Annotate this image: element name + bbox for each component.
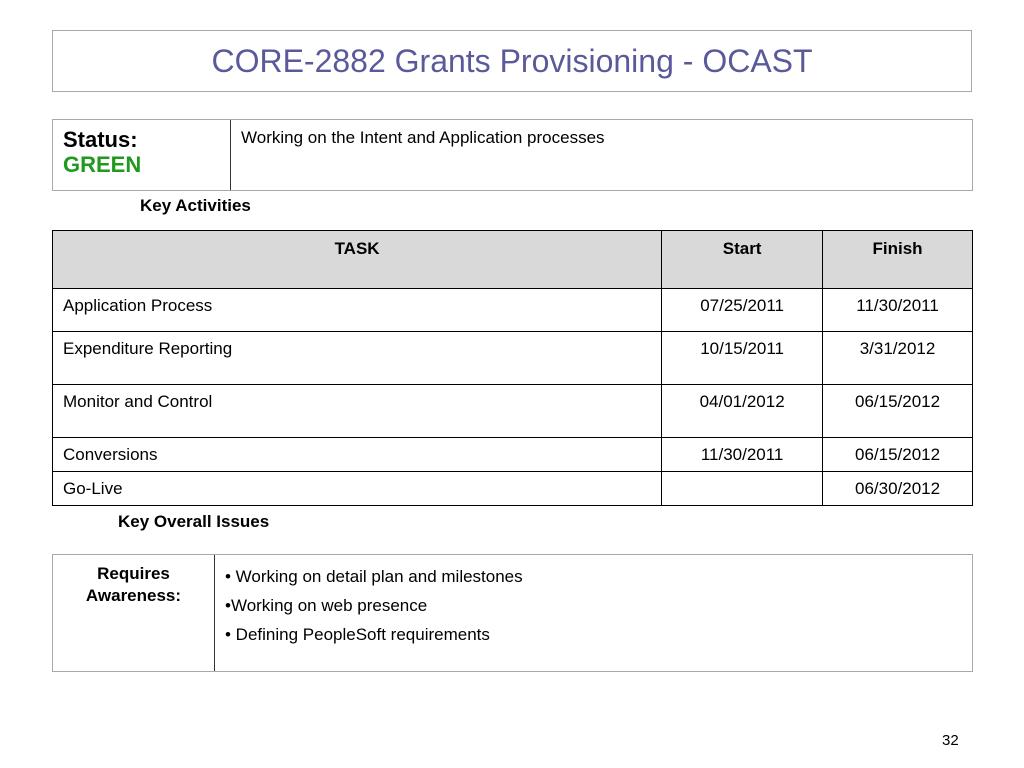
task-cell: Application Process (53, 289, 662, 332)
start-cell: 04/01/2012 (662, 385, 823, 438)
task-cell: Conversions (53, 438, 662, 472)
table-row (53, 332, 973, 385)
finish-cell: 11/30/2011 (823, 289, 973, 332)
header-start: Start (662, 231, 823, 289)
status-cell (53, 120, 231, 190)
issue-item: • Defining PeopleSoft requirements (225, 625, 490, 644)
start-cell: 10/15/2011 (662, 332, 823, 385)
status-label: Status: (63, 127, 138, 152)
issue-item: •Working on web presence (225, 596, 428, 615)
table-header-row (53, 231, 973, 289)
finish-cell: 06/30/2012 (823, 472, 973, 506)
issues-label (53, 555, 215, 671)
issues-box (52, 554, 973, 672)
activities-table (52, 230, 973, 506)
task-cell: Expenditure Reporting (53, 332, 662, 385)
page-number: 32 (942, 732, 959, 749)
issues-list (215, 555, 533, 671)
table-row (53, 438, 973, 472)
key-issues-heading: Key Overall Issues (118, 512, 270, 531)
table-row (53, 289, 973, 332)
status-box (52, 119, 973, 191)
finish-cell: 3/31/2012 (823, 332, 973, 385)
issues-label-line2: Awareness: (85, 586, 182, 605)
table-row (53, 385, 973, 438)
status-description: Working on the Intent and Application processes (241, 128, 605, 147)
header-finish: Finish (823, 231, 973, 289)
status-value: GREEN (63, 152, 142, 177)
start-cell (662, 472, 823, 506)
slide-title: CORE-2882 Grants Provisioning - OCAST (211, 42, 813, 79)
issues-label-line1: Requires (97, 564, 170, 583)
task-cell: Monitor and Control (53, 385, 662, 438)
finish-cell: 06/15/2012 (823, 385, 973, 438)
task-cell: Go-Live (53, 472, 662, 506)
key-activities-heading: Key Activities (140, 196, 251, 215)
start-cell: 07/25/2011 (662, 289, 823, 332)
start-cell: 11/30/2011 (662, 438, 823, 472)
finish-cell: 06/15/2012 (823, 438, 973, 472)
title-box (52, 30, 972, 92)
header-task: TASK (53, 231, 662, 289)
table-row (53, 472, 973, 506)
issue-item: • Working on detail plan and milestones (225, 567, 523, 586)
